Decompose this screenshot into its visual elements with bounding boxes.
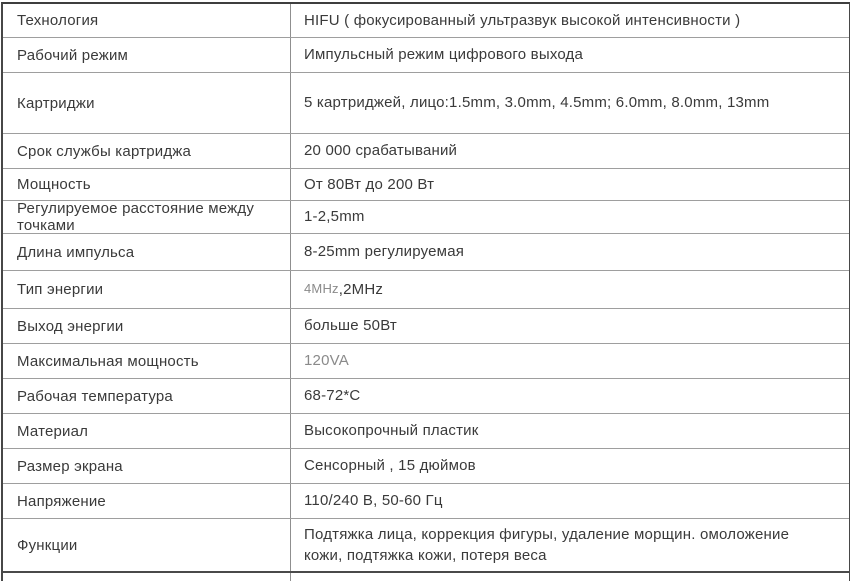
- spec-value: Высокопрочный пластик: [304, 422, 479, 440]
- spec-value: От 80Вт до 200 Вт: [304, 175, 435, 193]
- spec-label: Функции: [3, 519, 291, 571]
- spec-value: HIFU ( фокусированный ультразвук высокой интенсивности ): [304, 11, 741, 29]
- spec-value: 120VA: [304, 352, 349, 370]
- spec-label: Размер экрана: [3, 449, 291, 483]
- spec-label: Длина импульса: [3, 234, 291, 270]
- spec-label: Срок службы картриджа: [3, 134, 291, 168]
- spec-row-energy-output: [3, 309, 849, 344]
- spec-row-pulse-length: [3, 234, 849, 271]
- spec-value: 1-2,5mm: [304, 208, 365, 226]
- spec-label: Тип энергии: [3, 271, 291, 308]
- spec-row-spot-distance: [3, 201, 849, 234]
- spec-row-voltage: [3, 484, 849, 519]
- spec-row-cartridge-lifetime: [3, 134, 849, 169]
- partial-next-row: [3, 573, 849, 581]
- spec-label: Картриджи: [3, 73, 291, 133]
- spec-label: Технология: [3, 4, 291, 37]
- spec-table: [1, 2, 850, 581]
- spec-row-cartridges: [3, 73, 849, 134]
- partial-label-cell: [3, 573, 291, 581]
- spec-label: Напряжение: [3, 484, 291, 518]
- spec-label: Материал: [3, 414, 291, 448]
- spec-row-operating-mode: [3, 38, 849, 73]
- spec-label: Мощность: [3, 169, 291, 200]
- spec-label: Регулируемое расстояние между точками: [3, 201, 291, 233]
- spec-row-power: [3, 169, 849, 201]
- spec-value: 110/240 В, 50-60 Гц: [304, 492, 443, 510]
- spec-row-functions: [3, 519, 849, 573]
- spec-value: Подтяжка лица, коррекция фигуры, удаление морщин. омоложение кожи, подтяжка кожи, потеря веса: [304, 525, 790, 564]
- spec-label: Выход энергии: [3, 309, 291, 343]
- spec-row-max-power: [3, 344, 849, 379]
- spec-value-main: ,2MHz: [338, 280, 384, 298]
- partial-value-cell: [291, 573, 849, 581]
- spec-row-material: [3, 414, 849, 449]
- spec-row-technology: [3, 4, 849, 38]
- spec-value: 5 картриджей, лицо:1.5mm, 3.0mm, 4.5mm; 6.0mm, 8.0mm, 13mm: [304, 94, 770, 112]
- spec-value: 68-72*C: [304, 387, 361, 405]
- spec-label: Рабочий режим: [3, 38, 291, 72]
- spec-label: Рабочая температура: [3, 379, 291, 413]
- spec-value: Сенсорный , 15 дюймов: [304, 457, 476, 475]
- spec-row-energy-type: [3, 271, 849, 309]
- spec-value: [291, 271, 849, 308]
- spec-value: 8-25mm регулируемая: [304, 243, 465, 261]
- spec-label: Максимальная мощность: [3, 344, 291, 378]
- spec-value-prefix: 4MHz: [304, 281, 339, 297]
- spec-row-screen-size: [3, 449, 849, 484]
- spec-value: 20 000 срабатываний: [304, 142, 458, 160]
- spec-value: больше 50Вт: [304, 317, 397, 335]
- spec-value: Импульсный режим цифрового выхода: [304, 46, 584, 64]
- spec-row-working-temperature: [3, 379, 849, 414]
